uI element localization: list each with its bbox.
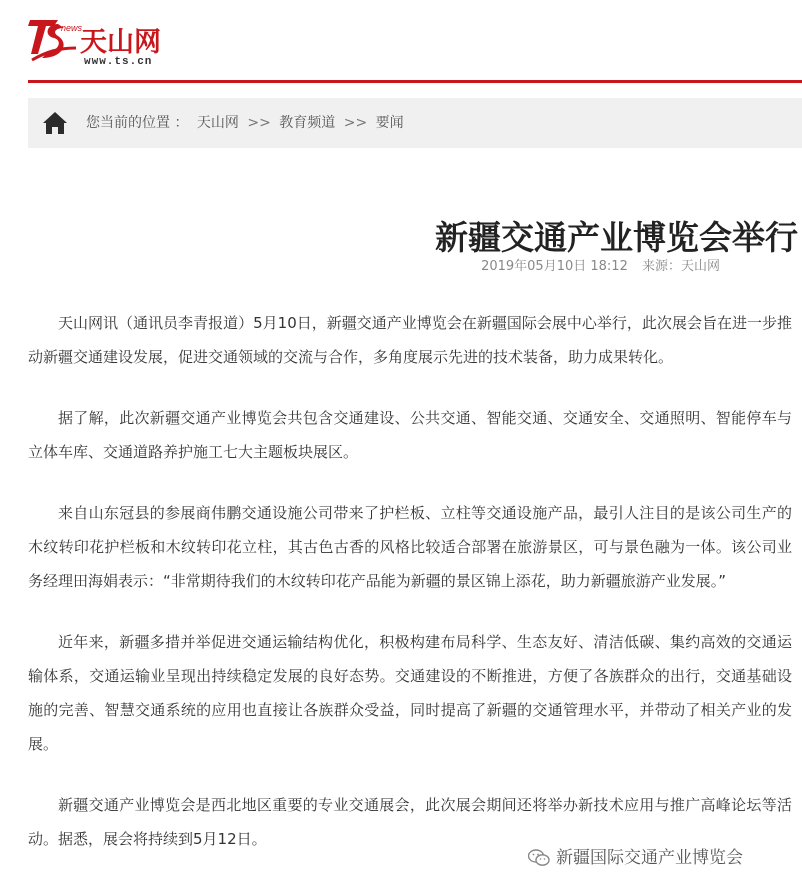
breadcrumb-separator: >> <box>247 115 271 131</box>
breadcrumb-item-news[interactable]: 要闻 <box>375 115 404 131</box>
article-source: 来源：天山网 <box>641 259 720 274</box>
article-title: 新疆交通产业博览会举行 <box>435 218 798 258</box>
wechat-watermark <box>528 846 743 870</box>
site-name: 天山网 <box>80 27 161 58</box>
wechat-icon <box>528 849 550 867</box>
breadcrumb-prefix: 您当前的位置 ： <box>86 115 189 131</box>
breadcrumb <box>28 98 802 148</box>
watermark-text: 新疆国际交通产业博览会 <box>556 848 743 868</box>
article-body <box>28 306 792 883</box>
article-paragraph: 据了解，此次新疆交通产业博览会共包含交通建设、公共交通、智能交通、交通安全、交通照明、智能停车与立体车库、交通道路养护施工七大主题板块展区。 <box>28 409 792 461</box>
header-divider <box>28 80 802 83</box>
site-url: www.ts.cn <box>84 56 153 68</box>
breadcrumb-item-home[interactable]: 天山网 <box>196 115 239 131</box>
article-paragraph: 天山网讯（通讯员李青报道）5月10日，新疆交通产业博览会在新疆国际会展中心举行，此次展会旨在进一步推动新疆交通建设发展，促进交通领域的交流与合作，多角度展示先进的技术装备，助力成果转化。 <box>28 314 792 366</box>
site-header <box>0 0 802 82</box>
home-icon[interactable] <box>42 111 68 135</box>
site-logo[interactable] <box>28 14 168 70</box>
breadcrumb-item-education[interactable]: 教育频道 <box>279 115 336 131</box>
article-paragraph: 新疆交通产业博览会是西北地区重要的专业交通展会，此次展会期间还将举办新技术应用与推广高峰论坛等活动。据悉，展会将持续到5月12日。 <box>28 796 792 848</box>
article-paragraph: 来自山东冠县的参展商伟鹏交通设施公司带来了护栏板、立柱等交通设施产品，最引人注目的是该公司生产的木纹转印花护栏板和木纹转印花立柱，其古色古香的风格比较适合部署在旅游景区，可与景色融为一体。该公司业务经理田海娟表示：“非常期待我们的木纹转印花产品能为新疆的景区锦上添花，助力新疆旅游产业发展。” <box>28 504 792 590</box>
breadcrumb-separator: >> <box>343 115 368 131</box>
article-paragraph: 近年来，新疆多措并举促进交通运输结构优化，积极构建布局科学、生态友好、清洁低碳、集约高效的交通运输体系，交通运输业呈现出持续稳定发展的良好态势。交通建设的不断推进，方便了各族群众的出行，交通基础设施的完善、智慧交通系统的应用也直接让各族群众受益，同时提高了新疆的交通管理水平，并带动了相关产业的发展。 <box>28 633 792 753</box>
breadcrumb-trail <box>86 98 404 148</box>
logo-news-text: news <box>61 23 83 33</box>
article-datetime: 2019年05月10日 18:12 <box>481 259 628 274</box>
article-meta <box>28 255 720 274</box>
